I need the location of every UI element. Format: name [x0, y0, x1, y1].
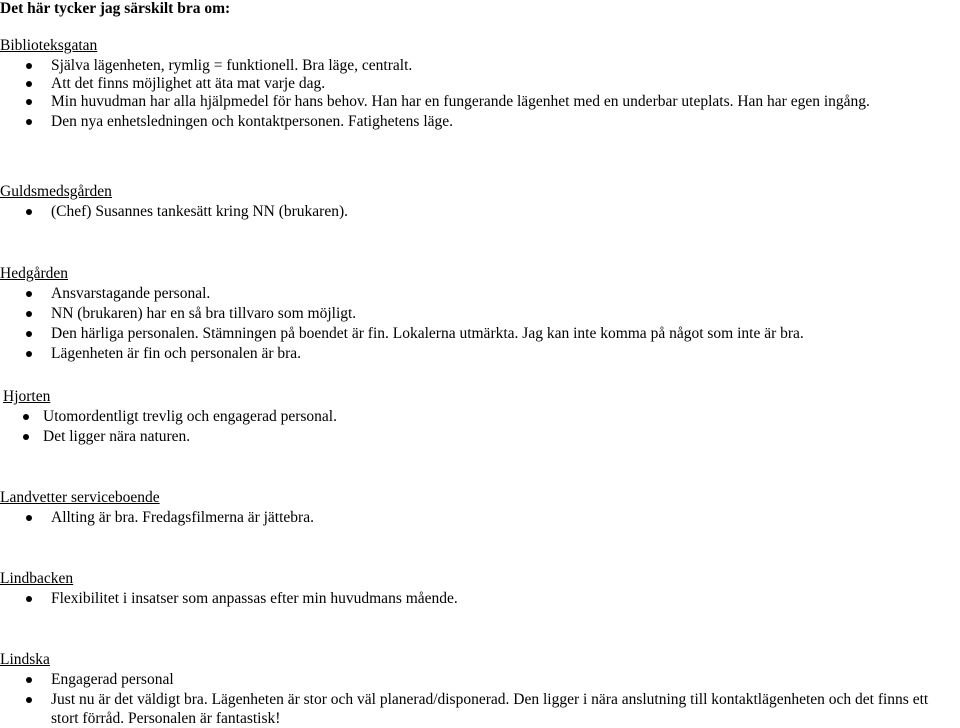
section-title: Hjorten: [3, 388, 51, 405]
bullet-icon: [26, 209, 32, 215]
bullet-icon: [26, 291, 32, 297]
section-lindbacken: [0, 569, 960, 609]
section-lindska: [0, 650, 960, 728]
item-list: [3, 407, 960, 447]
section-title: Hedgården: [0, 265, 68, 282]
bullet-icon: [26, 697, 32, 703]
list-item: Den nya enhetsledningen och kontaktpersonen. Fatighetens läge.: [0, 112, 960, 132]
list-item: Allting är bra. Fredagsfilmerna är jättebra.: [0, 508, 960, 528]
section-title: Lindbacken: [0, 570, 74, 587]
list-item: Min huvudman har alla hjälpmedel för hans behov. Han har en fungerande lägenhet med en underbar uteplats. Han har egen ingång.: [0, 92, 960, 112]
bullet-icon: [26, 81, 32, 87]
list-item: Den härliga personalen. Stämningen på boendet är fin. Lokalerna utmärkta. Jag kan inte komma på något som inte är bra.: [0, 324, 960, 344]
item-list: [0, 589, 960, 609]
item-list: [0, 508, 960, 528]
list-item: Det ligger nära naturen.: [3, 427, 960, 447]
bullet-icon: [23, 414, 29, 420]
list-item: Flexibilitet i insatser som anpassas efter min huvudmans mående.: [0, 589, 960, 609]
page-heading: Det här tycker jag särskilt bra om:: [0, 0, 231, 17]
bullet-icon: [26, 677, 32, 683]
section-guldsmedsgarden: [0, 182, 960, 222]
section-title: Guldsmedsgården: [0, 183, 112, 200]
list-item: (Chef) Susannes tankesätt kring NN (brukaren).: [0, 202, 960, 222]
bullet-icon: [26, 515, 32, 521]
list-item: Utomordentligt trevlig och engagerad personal.: [3, 407, 960, 427]
section-biblioteksgatan: [0, 36, 960, 132]
item-list: [0, 202, 960, 222]
section-title: Landvetter serviceboende: [0, 489, 160, 506]
list-item: Just nu är det väldigt bra. Lägenheten är stor och väl planerad/disponerad. Den ligger i nära anslutning till kontaktlägenheten och det finns ett stort förråd. Personalen är fantastisk!: [0, 690, 960, 728]
list-item: Engagerad personal: [0, 670, 960, 690]
bullet-icon: [23, 434, 29, 440]
list-item: Ansvarstagande personal.: [0, 284, 960, 304]
list-item: Att det finns möjlighet att äta mat varje dag.: [0, 76, 960, 92]
list-item: Själva lägenheten, rymlig = funktionell. Bra läge, centralt.: [0, 56, 960, 76]
section-title: Lindska: [0, 651, 50, 668]
list-item: NN (brukaren) har en så bra tillvaro som möjligt.: [0, 304, 960, 324]
bullet-icon: [26, 596, 32, 602]
section-hedgarden: [0, 264, 960, 364]
item-list: [0, 284, 960, 364]
bullet-icon: [26, 351, 32, 357]
section-hjorten: [3, 387, 960, 447]
bullet-icon: [26, 99, 32, 105]
bullet-icon: [26, 63, 32, 69]
section-title: Biblioteksgatan: [0, 37, 98, 54]
bullet-icon: [26, 119, 32, 125]
item-list: [0, 56, 960, 132]
section-landvetter-serviceboende: [0, 488, 960, 528]
item-list: [0, 670, 960, 728]
bullet-icon: [26, 331, 32, 337]
bullet-icon: [26, 311, 32, 317]
list-item: Lägenheten är fin och personalen är bra.: [0, 344, 960, 364]
